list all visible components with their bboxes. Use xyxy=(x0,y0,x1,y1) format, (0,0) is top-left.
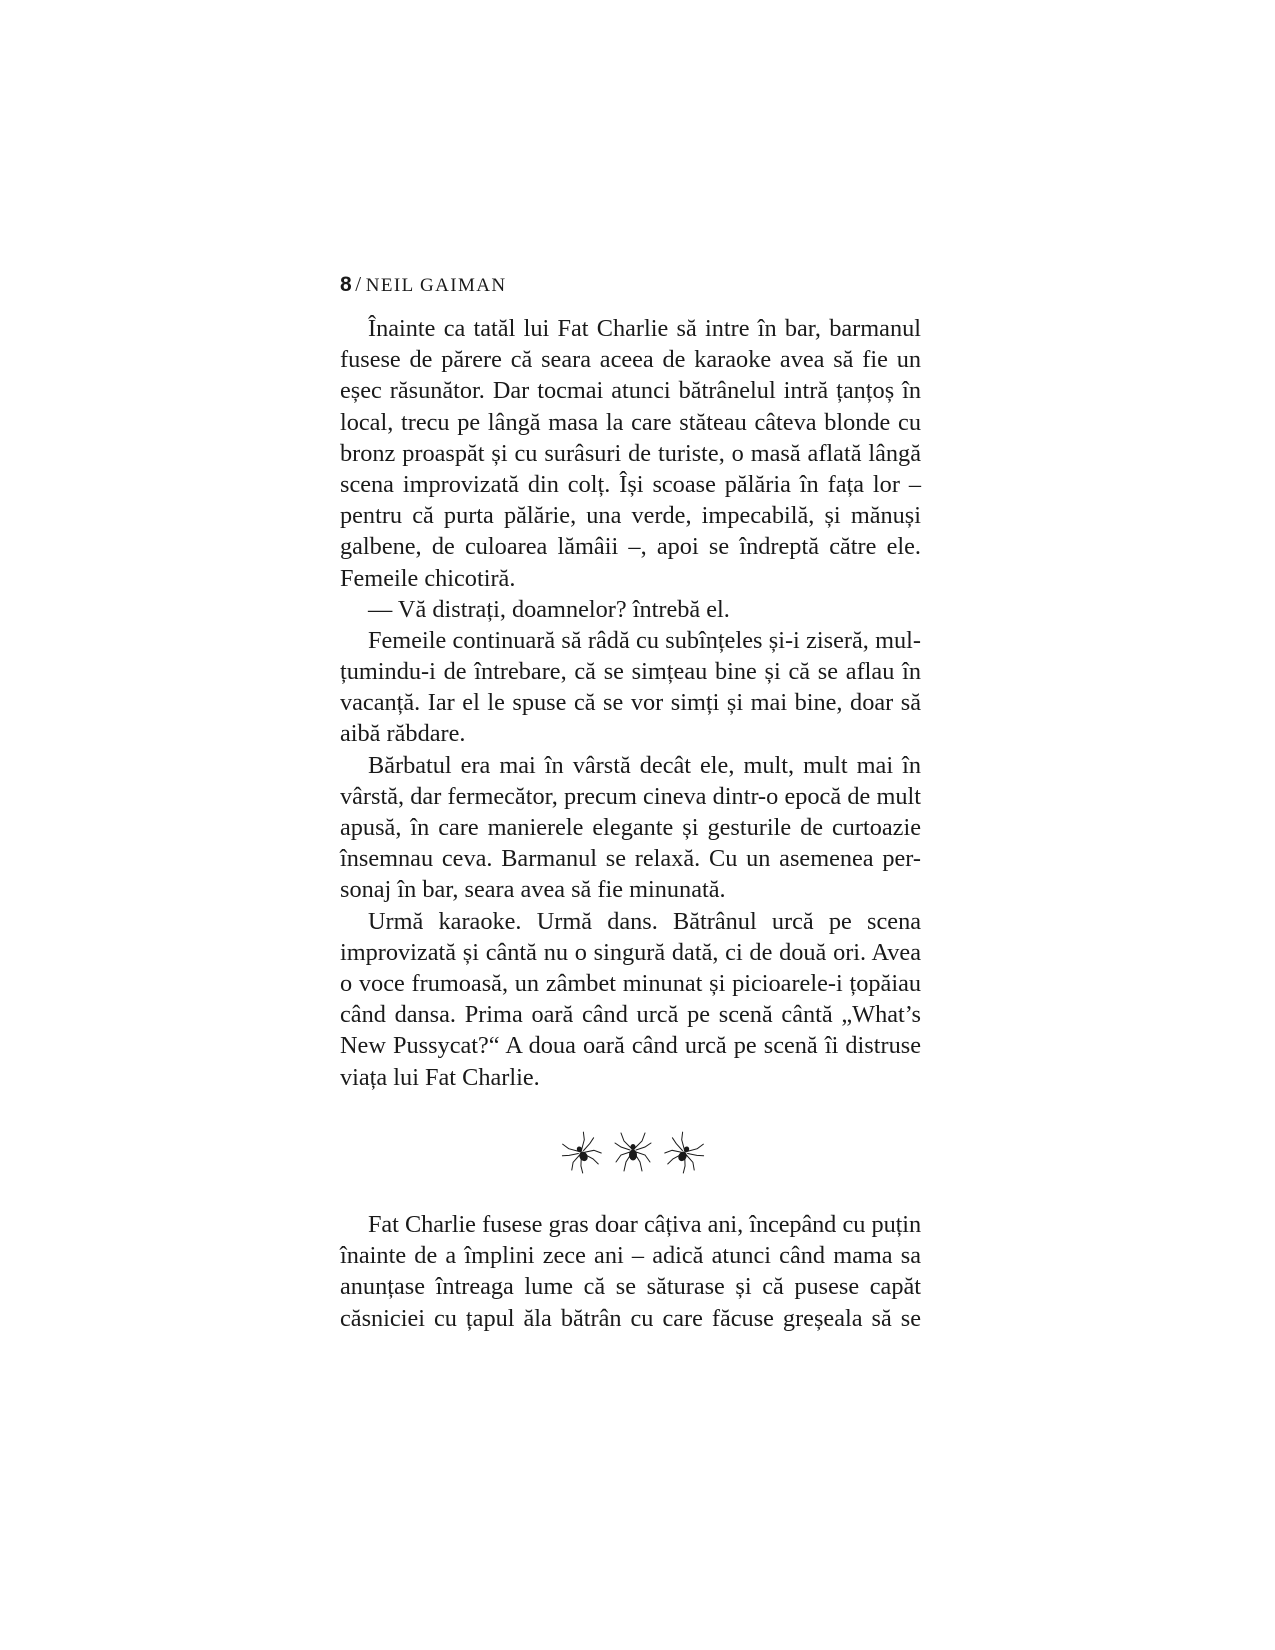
running-head-author: NEIL GAIMAN xyxy=(365,275,507,296)
text-line: sonaj în bar, seara avea să fie minunată. xyxy=(340,876,726,904)
text-line: eșec răsunător. Dar tocmai atunci bătrânelul intră țanțoș în xyxy=(340,377,921,405)
text-line: apusă, în care manierele elegante și gesturile de curtoazie xyxy=(340,814,921,841)
paragraph xyxy=(340,625,921,750)
text-line: fusese de părere că seara aceea de karaoke avea să fie un xyxy=(340,346,921,374)
text-line: înainte de a împlini zece ani – adică atunci când mama sa xyxy=(340,1242,921,1270)
text-line: vârstă, dar fermecător, precum cineva dintr-o epocă de mult xyxy=(340,782,921,810)
text-line: aibă răbdare. xyxy=(340,720,466,748)
text-line: vacanță. Iar el le spuse că se vor simți și mai bine, doar să xyxy=(340,689,921,717)
paragraph xyxy=(340,1209,921,1334)
paragraph xyxy=(340,313,921,594)
text-line: Femeile continuară să râdă cu subînțeles și-i ziseră, mul- xyxy=(368,626,921,654)
dialogue-paragraph xyxy=(340,594,921,625)
running-head xyxy=(340,271,507,299)
text-line: bronz proaspăt și cu surâsuri de turiste, o masă aflată lângă xyxy=(340,439,921,467)
text-line: însemnau ceva. Barmanul se relaxă. Cu un asemenea per- xyxy=(340,845,921,873)
three-spiders-ornament-icon xyxy=(553,1127,713,1177)
text-line: Urmă karaoke. Urmă dans. Bătrânul urcă pe scena xyxy=(368,907,921,935)
text-line: — Vă distrați, doamnelor? întrebă el. xyxy=(368,595,730,623)
text-line: anunțase întreaga lume că se săturase și că pusese capăt xyxy=(340,1273,921,1301)
text-line: local, trecu pe lângă masa la care stăteau câteva blonde cu xyxy=(340,408,921,436)
text-line: improvizată și cântă nu o singură dată, ci de două ori. Avea xyxy=(340,938,921,966)
page-number: 8 xyxy=(340,273,353,296)
paragraph xyxy=(340,906,921,1093)
paragraph xyxy=(340,750,921,906)
text-line: galbene, de culoarea lămâii –, apoi se îndreptă către ele. xyxy=(340,533,921,561)
text-line: o voce frumoasă, un zâmbet minunat și picioarele-i țopăiau xyxy=(340,969,921,997)
text-line: când dansa. Prima oară când urcă pe scenă cântă „What’s xyxy=(340,1001,921,1029)
text-line: Bărbatul era mai în vârstă decât ele, mult, mult mai în xyxy=(368,751,921,779)
spider-icon xyxy=(660,1129,709,1177)
text-line: căsniciei cu țapul ăla bătrân cu care făcuse greșeala să se xyxy=(340,1304,921,1332)
section-2-text xyxy=(340,1209,921,1334)
text-line: Fat Charlie fusese gras doar câțiva ani, începând cu puțin xyxy=(368,1211,921,1238)
text-line: pentru că purta pălărie, una verde, impecabilă, și mănuși xyxy=(340,502,921,530)
section-1-text xyxy=(340,313,921,1093)
text-line: viața lui Fat Charlie. xyxy=(340,1063,540,1091)
spider-icon xyxy=(615,1133,651,1171)
running-head-separator: / xyxy=(355,272,362,296)
text-line: scena improvizată din colț. Își scoase pălăria în fața lor – xyxy=(340,470,921,498)
spider-icon xyxy=(557,1129,606,1177)
text-line: Femeile chicotiră. xyxy=(340,564,516,592)
text-line: țumindu-i de întrebare, că se simțeau bine și că se aflau în xyxy=(340,658,921,686)
text-line: New Pussycat?“ A doua oară când urcă pe scenă îi distruse xyxy=(340,1032,921,1060)
text-line: Înainte ca tatăl lui Fat Charlie să intre în bar, barmanul xyxy=(368,315,921,342)
